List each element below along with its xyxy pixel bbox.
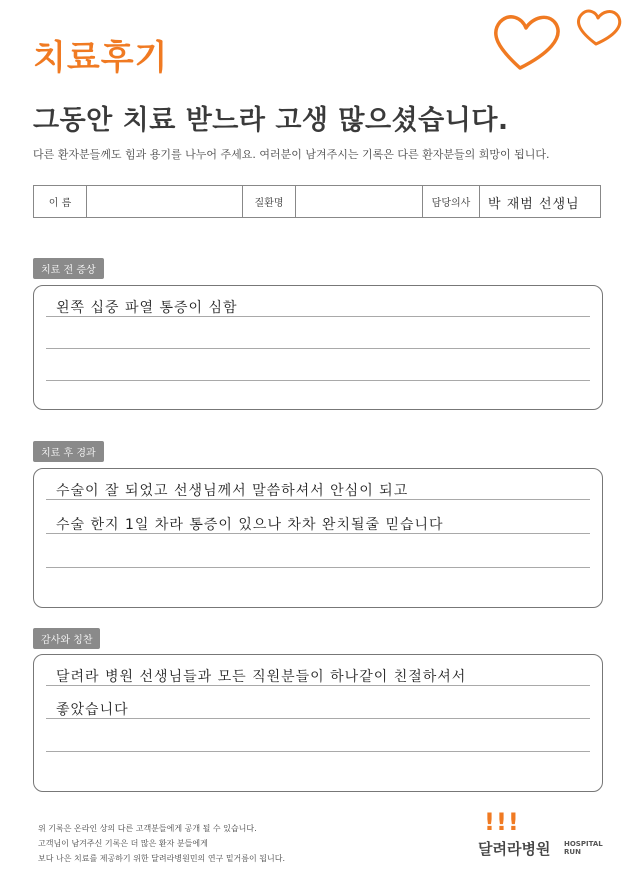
- handwriting-line: 수술이 잘 되었고 선생님께서 말씀하셔서 안심이 되고: [56, 483, 409, 499]
- doctor-field[interactable]: [480, 186, 600, 217]
- doctor-label: 담당의사: [423, 186, 480, 217]
- section-tag-thanks: 감사와 칭찬: [33, 628, 100, 649]
- section-box-after[interactable]: [33, 468, 603, 608]
- info-row: [33, 185, 601, 218]
- name-label: 이 름: [34, 186, 87, 217]
- hearts-icon: [490, 0, 636, 80]
- footer-note: 보다 나은 치료를 제공하기 위한 달려라병원민의 연구 밑거름이 됩니다.: [38, 854, 285, 863]
- name-field[interactable]: [87, 186, 243, 217]
- handwriting-line: 좋았습니다: [56, 702, 129, 718]
- writing-line: [46, 751, 590, 752]
- section-box-thanks[interactable]: [33, 654, 603, 792]
- subtitle: 다른 환자분들께도 힘과 용기를 나누어 주세요. 여러분이 남겨주시는 기록은 다른 환자분들의 희망이 됩니다.: [33, 148, 550, 161]
- hospital-logo: [478, 808, 608, 868]
- writing-line: [46, 380, 590, 381]
- logo-sub-1: HOSPITAL: [564, 840, 603, 848]
- section-tag-after: 치료 후 경과: [33, 441, 104, 462]
- handwriting-line: 왼쪽 십중 파열 통증이 심함: [56, 300, 238, 316]
- disease-field[interactable]: [296, 186, 423, 217]
- footer-note: 고객님이 남겨주신 기록은 더 많은 환자 분들에게: [38, 839, 208, 848]
- page-title: 치료후기: [33, 38, 169, 78]
- disease-label: 질환명: [243, 186, 296, 217]
- handwriting-line: 달려라 병원 선생님들과 모든 직원분들이 하나같이 친절하셔서: [56, 669, 467, 685]
- writing-line: [46, 567, 590, 568]
- headline: 그동안 치료 받느라 고생 많으셨습니다.: [33, 105, 509, 136]
- section-box-before[interactable]: [33, 285, 603, 410]
- doctor-value: 박 재범 선생님: [488, 197, 580, 212]
- logo-sub-2: RUN: [564, 848, 581, 856]
- writing-line: [46, 348, 590, 349]
- logo-name: 달려라병원: [478, 840, 551, 858]
- handwriting-line: 수술 한지 1일 차라 통증이 있으나 차차 완치될줄 믿습니다: [56, 517, 444, 533]
- section-tag-before: 치료 전 증상: [33, 258, 104, 279]
- footer-note: 위 기록은 온라인 상의 다른 고객분들에게 공개 될 수 있습니다.: [38, 824, 257, 833]
- logo-mark: !!!: [484, 808, 520, 836]
